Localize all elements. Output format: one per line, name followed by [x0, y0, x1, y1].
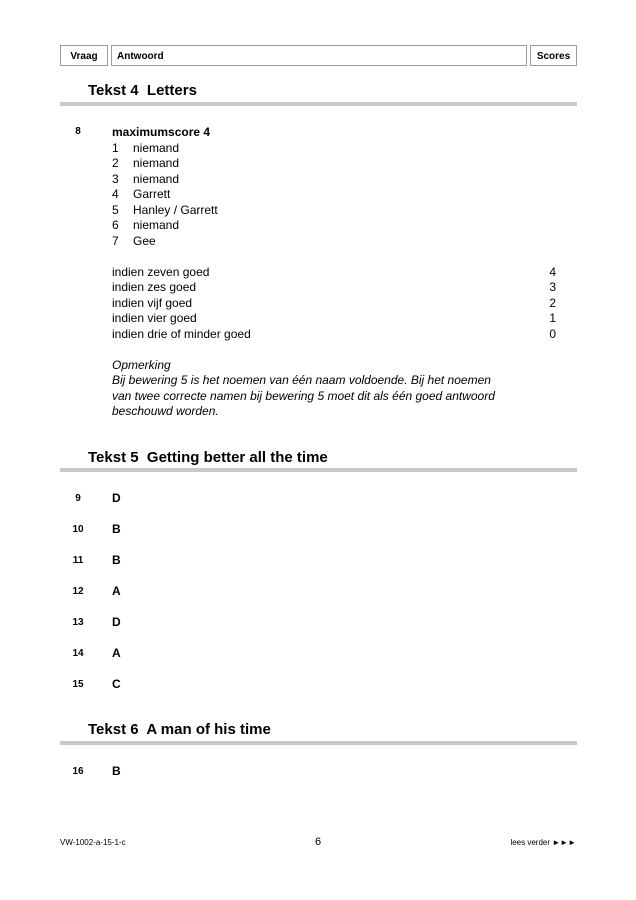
scoring-value: 0	[549, 327, 556, 341]
question-number: 14	[72, 648, 84, 659]
section-title-tekst4: Tekst 4 Letters	[88, 82, 197, 99]
statement-number: 4	[112, 187, 119, 201]
answer-letter: D	[112, 615, 121, 629]
scoring-value: 4	[549, 265, 556, 279]
question-number: 11	[72, 555, 84, 566]
statement-answer: niemand	[133, 156, 180, 170]
remark-line: van twee correcte namen bij bewering 5 moet dit als één goed antwoord	[112, 389, 495, 403]
scoring-label: indien zeven goed	[112, 265, 210, 279]
statement-answer: Gee	[133, 234, 156, 248]
section-rule	[60, 468, 577, 472]
section-title-tekst6: Tekst 6 A man of his time	[88, 721, 271, 738]
answer-letter: D	[112, 491, 121, 505]
section-title-tekst5: Tekst 5 Getting better all the time	[88, 449, 328, 466]
statement-answer: niemand	[133, 141, 180, 155]
question-number: 13	[72, 617, 84, 628]
statement-number: 1	[112, 141, 119, 155]
question-number: 8	[75, 126, 81, 137]
answer-letter: A	[112, 646, 121, 660]
header-vraag: Vraag	[60, 45, 108, 66]
header-scores: Scores	[530, 45, 577, 66]
question-number: 16	[72, 766, 84, 777]
question-number: 9	[75, 493, 81, 504]
scoring-value: 2	[549, 296, 556, 310]
answer-letter: B	[112, 764, 121, 778]
statement-number: 7	[112, 234, 119, 248]
statement-number: 3	[112, 172, 119, 186]
statement-number: 2	[112, 156, 119, 170]
footer-exam-code: VW-1002-a-15-1-c	[60, 838, 126, 847]
remark-title: Opmerking	[112, 358, 171, 372]
statement-answer: Hanley / Garrett	[133, 203, 218, 217]
answer-letter: C	[112, 677, 121, 691]
question-number: 10	[72, 524, 84, 535]
statement-number: 5	[112, 203, 119, 217]
header-antwoord: Antwoord	[111, 45, 527, 66]
question-number: 12	[72, 586, 84, 597]
page-number: 6	[314, 836, 322, 848]
scoring-label: indien zes goed	[112, 280, 197, 294]
scoring-label: indien vijf goed	[112, 296, 193, 310]
statement-answer: niemand	[133, 218, 180, 232]
question-number: 15	[72, 679, 84, 690]
max-score-heading: maximumscore 4	[112, 125, 211, 139]
remark-line: Bij bewering 5 is het noemen van één naam voldoende. Bij het noemen	[112, 373, 491, 387]
scoring-value: 3	[549, 280, 556, 294]
remark-line: beschouwd worden.	[112, 404, 219, 418]
answer-letter: A	[112, 584, 121, 598]
section-rule	[60, 741, 577, 745]
footer-continue: lees verder ►►►	[510, 838, 576, 847]
answer-letter: B	[112, 522, 121, 536]
statement-answer: Garrett	[133, 187, 171, 201]
scoring-label: indien vier goed	[112, 311, 197, 325]
scoring-label: indien drie of minder goed	[112, 327, 251, 341]
answer-letter: B	[112, 553, 121, 567]
statement-answer: niemand	[133, 172, 180, 186]
scoring-value: 1	[549, 311, 556, 325]
statement-number: 6	[112, 218, 119, 232]
section-rule	[60, 102, 577, 106]
